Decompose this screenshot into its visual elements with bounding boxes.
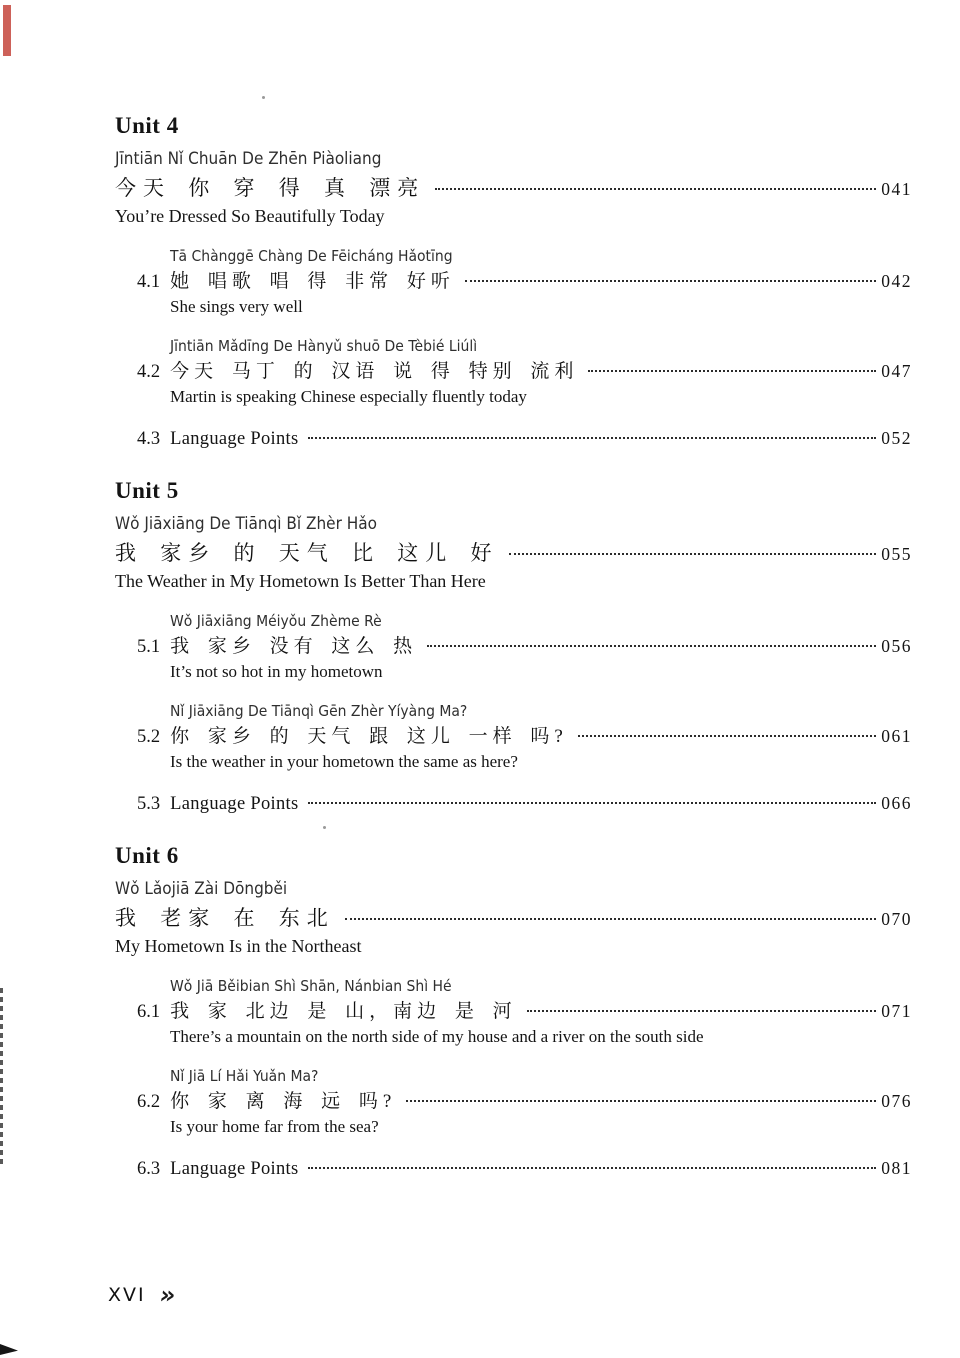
item-number: 4.1: [137, 272, 161, 292]
dot-leader: [308, 802, 876, 804]
item-number: 5.2: [137, 727, 161, 747]
item-number: 6.3: [137, 1159, 161, 1179]
dot-leader: [509, 553, 877, 555]
item-english: Is the weather in your hometown the same as here?: [170, 752, 518, 771]
page-number: 056: [881, 636, 912, 656]
toc-item-5-1: [115, 612, 912, 682]
dot-leader: [435, 188, 876, 190]
item-english: She sings very well: [170, 297, 303, 316]
dot-leader: [308, 437, 876, 439]
item-english: It’s not so hot in my hometown: [170, 662, 383, 681]
toc-content: [115, 112, 912, 1207]
page-number: 081: [881, 1158, 912, 1178]
page-number: 070: [881, 909, 912, 929]
unit-title: Unit 4: [115, 113, 179, 138]
page-number: 052: [881, 428, 912, 448]
unit-5-section: [115, 477, 912, 816]
dot-leader: [527, 1010, 877, 1012]
page-number: 041: [881, 179, 912, 199]
toc-item-4-2: [115, 337, 912, 407]
unit-4-section: [115, 112, 912, 451]
scan-speck: [262, 96, 265, 99]
toc-entry-4-3-language-points: [137, 427, 912, 451]
unit-pinyin: Wǒ Jiāxiāng De Tiānqì Bǐ Zhèr Hǎo: [115, 514, 377, 534]
item-number: 5.1: [137, 637, 161, 657]
toc-item-6-2: [115, 1067, 912, 1137]
item-number: 4.2: [137, 362, 161, 382]
page-number: 061: [881, 726, 912, 746]
language-points-label: Language Points: [170, 794, 299, 814]
item-number: 5.3: [137, 794, 161, 814]
item-number: 6.2: [137, 1092, 161, 1112]
item-number: 4.3: [137, 429, 161, 449]
scan-artifact-left-edge-dashes: [0, 988, 3, 1164]
item-hanzi: 她 唱歌 唱 得 非常 好听: [170, 271, 455, 292]
item-hanzi: 我 家 北边 是 山，南边 是 河: [170, 1001, 517, 1022]
unit-english: The Weather in My Hometown Is Better Than Here: [115, 571, 486, 591]
dot-leader: [578, 735, 876, 737]
item-english: There’s a mountain on the north side of my house and a river on the south side: [170, 1027, 704, 1046]
footer-page-number: XVI: [108, 1284, 146, 1306]
dot-leader: [588, 370, 876, 372]
item-hanzi: 你 家乡 的 天气 跟 这儿 一样 吗?: [170, 726, 568, 747]
scan-artifact-corner-wedge: [0, 1344, 18, 1355]
page-number: 066: [881, 793, 912, 813]
page-number: 042: [881, 271, 912, 291]
toc-entry-4-2: [137, 360, 912, 384]
item-hanzi: 我 家乡 没有 这么 热: [170, 636, 418, 657]
item-english: Is your home far from the sea?: [170, 1117, 379, 1136]
dot-leader: [465, 280, 876, 282]
toc-entry-5-2: [137, 725, 912, 749]
dot-leader: [427, 645, 876, 647]
item-hanzi: 今天 马丁 的 汉语 说 得 特别 流利: [170, 361, 579, 382]
item-pinyin: Nǐ Jiāxiāng De Tiānqì Gēn Zhèr Yíyàng Ma?: [170, 702, 468, 720]
item-pinyin: Tā Chànggē Chàng De Fēicháng Hǎotīng: [170, 247, 453, 265]
toc-item-4-1: [115, 247, 912, 317]
unit-english: You’re Dressed So Beautifully Today: [115, 206, 385, 226]
page-number: 055: [881, 544, 912, 564]
toc-entry-6-2: [137, 1090, 912, 1114]
dot-leader: [345, 918, 877, 920]
dot-leader: [406, 1100, 876, 1102]
unit-title: Unit 6: [115, 843, 179, 868]
item-number: 6.1: [137, 1002, 161, 1022]
unit-6-section: [115, 842, 912, 1181]
item-pinyin: Nǐ Jiā Lí Hǎi Yuǎn Ma?: [170, 1067, 319, 1085]
toc-entry-5-3-language-points: [137, 792, 912, 816]
toc-entry-unit-4: [115, 175, 912, 203]
unit-english: My Hometown Is in the Northeast: [115, 936, 362, 956]
page-footer: [108, 1281, 173, 1309]
page-number: 047: [881, 361, 912, 381]
item-hanzi: 你 家 离 海 远 吗?: [170, 1091, 397, 1112]
toc-entry-5-1: [137, 635, 912, 659]
double-chevron-icon: »: [159, 1281, 174, 1309]
item-english: Martin is speaking Chinese especially fluently today: [170, 387, 527, 406]
scan-artifact-red-mark: [3, 5, 11, 56]
language-points-label: Language Points: [170, 429, 299, 449]
item-pinyin: Wǒ Jiā Běibian Shì Shān, Nánbian Shì Hé: [170, 977, 452, 995]
toc-entry-unit-6: [115, 905, 912, 933]
toc-entry-6-3-language-points: [137, 1157, 912, 1181]
page-number: 071: [881, 1001, 912, 1021]
toc-entry-6-1: [137, 1000, 912, 1024]
dot-leader: [308, 1167, 876, 1169]
toc-item-6-1: [115, 977, 912, 1047]
unit-pinyin: Wǒ Lǎojiā Zài Dōngběi: [115, 879, 288, 899]
unit-hanzi: 今天 你 穿 得 真 漂亮: [115, 176, 426, 200]
unit-title: Unit 5: [115, 478, 179, 503]
unit-pinyin: Jīntiān Nǐ Chuān De Zhēn Piàoliang: [115, 149, 382, 169]
toc-item-5-2: [115, 702, 912, 772]
toc-entry-4-1: [137, 270, 912, 294]
page-number: 076: [881, 1091, 912, 1111]
language-points-label: Language Points: [170, 1159, 299, 1179]
toc-entry-unit-5: [115, 540, 912, 568]
unit-hanzi: 我 家乡 的 天气 比 这儿 好: [115, 541, 499, 565]
unit-hanzi: 我 老家 在 东北: [115, 906, 335, 930]
item-pinyin: Jīntiān Mǎdīng De Hànyǔ shuō De Tèbié Liúlì: [170, 337, 478, 355]
item-pinyin: Wǒ Jiāxiāng Méiyǒu Zhème Rè: [170, 612, 382, 630]
